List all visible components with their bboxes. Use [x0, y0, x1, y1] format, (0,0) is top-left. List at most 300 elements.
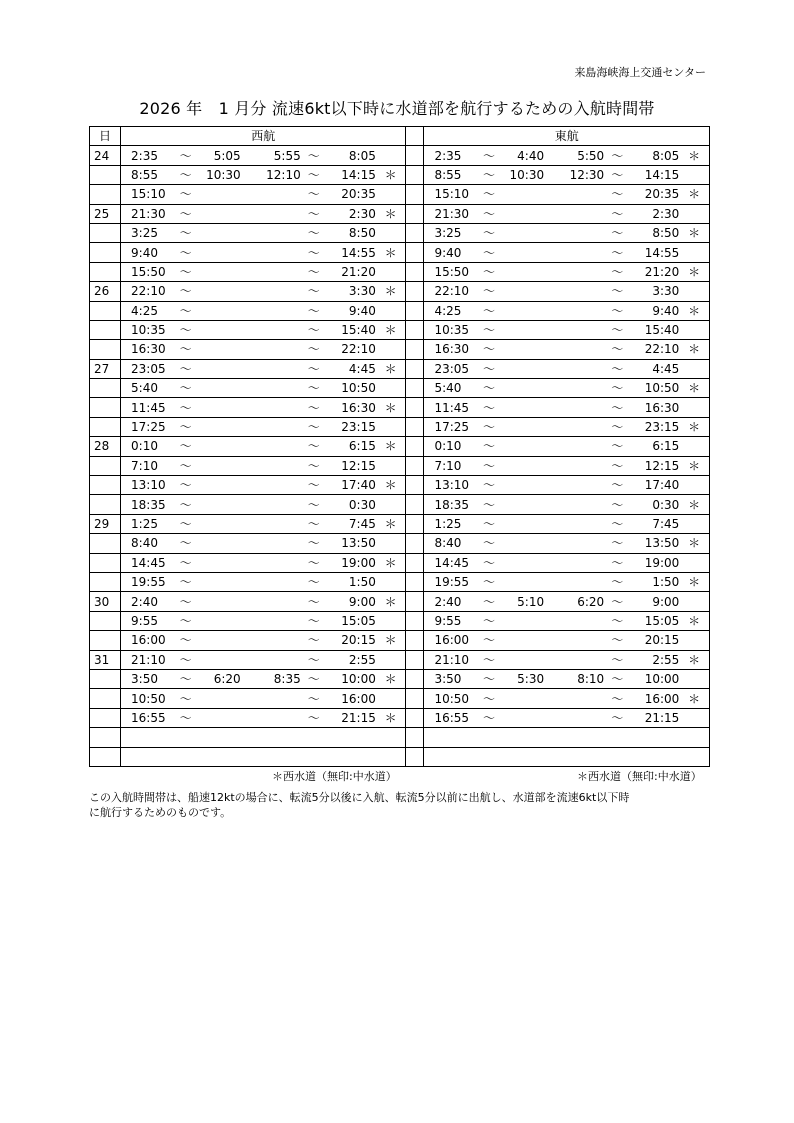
- west-start-2: [241, 379, 301, 398]
- east-end-2: 10:00: [630, 669, 679, 688]
- east-star-mark: [679, 165, 709, 184]
- west-start-1: 10:50: [121, 689, 173, 708]
- west-end-1: [199, 728, 241, 747]
- west-end-1: [199, 359, 241, 378]
- gap-cell: [406, 631, 424, 650]
- east-start-1: 10:35: [424, 320, 476, 339]
- west-tilde-2: ～: [301, 689, 327, 708]
- gap-cell: [406, 495, 424, 514]
- west-tilde-2: ～: [301, 669, 327, 688]
- east-tilde-1: [476, 747, 502, 766]
- west-star-mark: [376, 417, 406, 436]
- day-cell: [90, 165, 121, 184]
- west-star-mark: [376, 650, 406, 669]
- west-star-mark: [376, 340, 406, 359]
- day-cell: [90, 669, 121, 688]
- table-row: [90, 572, 710, 591]
- east-end-2: 4:45: [630, 359, 679, 378]
- legend-west: ＊西水道（無印:中水道）: [272, 770, 397, 783]
- east-star-mark: [679, 553, 709, 572]
- east-start-1: 10:50: [424, 689, 476, 708]
- west-end-1: 6:20: [199, 669, 241, 688]
- east-tilde-2: ～: [604, 611, 630, 630]
- table-row: [90, 611, 710, 630]
- west-tilde-1: ～: [173, 243, 199, 262]
- east-tilde-2: ～: [604, 185, 630, 204]
- east-star-mark: ＊: [679, 572, 709, 591]
- east-star-mark: ＊: [679, 223, 709, 242]
- east-tilde-2: ～: [604, 495, 630, 514]
- west-tilde-1: ～: [173, 379, 199, 398]
- day-cell: [90, 320, 121, 339]
- east-tilde-1: ～: [476, 359, 502, 378]
- west-end-2: [327, 728, 376, 747]
- east-end-1: [502, 708, 544, 727]
- west-start-2: [241, 417, 301, 436]
- east-tilde-2: ～: [604, 669, 630, 688]
- gap-cell: [406, 689, 424, 708]
- east-start-1: 17:25: [424, 417, 476, 436]
- east-end-1: [502, 476, 544, 495]
- west-start-2: [241, 301, 301, 320]
- west-end-2: 13:50: [327, 534, 376, 553]
- east-tilde-1: ～: [476, 320, 502, 339]
- west-tilde-1: ～: [173, 165, 199, 184]
- west-tilde-1: ～: [173, 417, 199, 436]
- table-row: [90, 223, 710, 242]
- east-star-mark: ＊: [679, 146, 709, 165]
- east-start-1: 18:35: [424, 495, 476, 514]
- west-tilde-1: [173, 747, 199, 766]
- east-start-2: [544, 398, 604, 417]
- east-start-1: 21:10: [424, 650, 476, 669]
- east-tilde-1: ～: [476, 301, 502, 320]
- east-start-1: 9:40: [424, 243, 476, 262]
- day-cell: [90, 708, 121, 727]
- day-cell: 28: [90, 437, 121, 456]
- east-start-2: [544, 650, 604, 669]
- west-star-mark: [376, 262, 406, 281]
- east-end-1: [502, 611, 544, 630]
- west-end-2: 16:30: [327, 398, 376, 417]
- east-star-mark: ＊: [679, 340, 709, 359]
- gap-cell: [406, 340, 424, 359]
- east-star-mark: [679, 747, 709, 766]
- east-tilde-1: ～: [476, 282, 502, 301]
- west-tilde-2: ～: [301, 282, 327, 301]
- west-end-1: [199, 611, 241, 630]
- west-end-2: 3:30: [327, 282, 376, 301]
- east-end-1: [502, 359, 544, 378]
- gap-cell: [406, 476, 424, 495]
- east-start-1: 7:10: [424, 456, 476, 475]
- west-end-1: [199, 495, 241, 514]
- east-end-2: 3:30: [630, 282, 679, 301]
- west-star-mark: [376, 572, 406, 591]
- west-end-1: [199, 185, 241, 204]
- east-tilde-2: ～: [604, 708, 630, 727]
- west-tilde-2: ～: [301, 437, 327, 456]
- day-cell: 31: [90, 650, 121, 669]
- east-end-1: [502, 340, 544, 359]
- west-end-1: [199, 572, 241, 591]
- table-row: [90, 243, 710, 262]
- east-star-mark: [679, 592, 709, 611]
- day-cell: [90, 379, 121, 398]
- west-tilde-2: ～: [301, 379, 327, 398]
- east-tilde-2: ～: [604, 437, 630, 456]
- west-start-1: 19:55: [121, 572, 173, 591]
- west-tilde-1: ～: [173, 592, 199, 611]
- table-row: [90, 398, 710, 417]
- west-tilde-2: ～: [301, 456, 327, 475]
- west-tilde-2: ～: [301, 495, 327, 514]
- west-star-mark: [376, 146, 406, 165]
- east-tilde-1: ～: [476, 669, 502, 688]
- east-tilde-2: ～: [604, 398, 630, 417]
- west-start-1: 0:10: [121, 437, 173, 456]
- west-end-1: [199, 534, 241, 553]
- west-end-2: 7:45: [327, 514, 376, 533]
- table-row: [90, 165, 710, 184]
- west-end-2: 0:30: [327, 495, 376, 514]
- gap-cell: [406, 708, 424, 727]
- table-row: [90, 650, 710, 669]
- table-row: [90, 417, 710, 436]
- west-tilde-1: ～: [173, 204, 199, 223]
- west-star-mark: [376, 185, 406, 204]
- east-tilde-1: ～: [476, 146, 502, 165]
- west-end-1: [199, 417, 241, 436]
- day-cell: [90, 728, 121, 747]
- east-tilde-1: ～: [476, 592, 502, 611]
- east-end-2: 10:50: [630, 379, 679, 398]
- east-tilde-1: ～: [476, 495, 502, 514]
- east-end-1: 5:10: [502, 592, 544, 611]
- west-start-1: 7:10: [121, 456, 173, 475]
- west-tilde-2: ～: [301, 476, 327, 495]
- east-end-1: [502, 398, 544, 417]
- east-start-2: [544, 243, 604, 262]
- footer-line-1: この入航時間帯は、船速12ktの場合に、転流5分以後に入航、転流5分以前に出航し、水道部を流速6kt以下時: [89, 791, 630, 804]
- east-start-2: [544, 553, 604, 572]
- table-row: [90, 689, 710, 708]
- east-tilde-2: ～: [604, 262, 630, 281]
- day-cell: 30: [90, 592, 121, 611]
- east-start-1: [424, 747, 476, 766]
- table-row: [90, 631, 710, 650]
- east-end-1: [502, 282, 544, 301]
- west-start-1: 16:00: [121, 631, 173, 650]
- west-start-2: [241, 243, 301, 262]
- gap-cell: [406, 572, 424, 591]
- east-start-2: [544, 262, 604, 281]
- west-tilde-1: ～: [173, 223, 199, 242]
- table-row: [90, 553, 710, 572]
- table-row: [90, 185, 710, 204]
- west-start-2: [241, 650, 301, 669]
- east-end-2: [630, 728, 679, 747]
- west-star-mark: ＊: [376, 243, 406, 262]
- east-end-2: 8:50: [630, 223, 679, 242]
- east-end-2: 8:05: [630, 146, 679, 165]
- west-tilde-2: ～: [301, 320, 327, 339]
- west-tilde-1: ～: [173, 456, 199, 475]
- east-start-2: [544, 631, 604, 650]
- day-cell: [90, 572, 121, 591]
- east-star-mark: [679, 728, 709, 747]
- west-tilde-1: ～: [173, 708, 199, 727]
- east-start-2: [544, 728, 604, 747]
- west-star-mark: ＊: [376, 476, 406, 495]
- day-cell: [90, 456, 121, 475]
- west-start-2: [241, 708, 301, 727]
- west-start-2: [241, 340, 301, 359]
- gap-cell: [406, 456, 424, 475]
- east-tilde-1: ～: [476, 185, 502, 204]
- west-end-2: 19:00: [327, 553, 376, 572]
- west-star-mark: [376, 223, 406, 242]
- gap-cell: [406, 185, 424, 204]
- west-end-2: 1:50: [327, 572, 376, 591]
- west-start-1: [121, 728, 173, 747]
- east-star-mark: [679, 398, 709, 417]
- east-tilde-1: ～: [476, 417, 502, 436]
- east-start-1: 3:50: [424, 669, 476, 688]
- east-end-2: 16:00: [630, 689, 679, 708]
- west-end-1: [199, 262, 241, 281]
- day-cell: [90, 631, 121, 650]
- west-start-2: [241, 320, 301, 339]
- west-star-mark: ＊: [376, 514, 406, 533]
- west-end-2: 10:00: [327, 669, 376, 688]
- west-end-1: [199, 379, 241, 398]
- day-cell: [90, 553, 121, 572]
- west-tilde-2: ～: [301, 631, 327, 650]
- east-end-2: 2:30: [630, 204, 679, 223]
- west-start-1: 13:10: [121, 476, 173, 495]
- west-start-2: [241, 728, 301, 747]
- west-start-1: 2:40: [121, 592, 173, 611]
- east-tilde-1: [476, 728, 502, 747]
- east-start-1: 2:40: [424, 592, 476, 611]
- west-star-mark: [376, 495, 406, 514]
- gap-cell: [406, 282, 424, 301]
- east-tilde-2: ～: [604, 146, 630, 165]
- gap-cell: [406, 243, 424, 262]
- west-star-mark: ＊: [376, 398, 406, 417]
- east-end-1: [502, 437, 544, 456]
- west-start-2: [241, 592, 301, 611]
- west-start-1: 2:35: [121, 146, 173, 165]
- east-end-1: [502, 379, 544, 398]
- table-row: [90, 262, 710, 281]
- day-cell: [90, 611, 121, 630]
- east-end-1: [502, 728, 544, 747]
- east-tilde-2: [604, 728, 630, 747]
- west-tilde-2: ～: [301, 204, 327, 223]
- west-start-1: 3:50: [121, 669, 173, 688]
- west-start-2: [241, 262, 301, 281]
- west-tilde-1: ～: [173, 359, 199, 378]
- east-start-2: [544, 359, 604, 378]
- table-row: [90, 669, 710, 688]
- gap-cell: [406, 650, 424, 669]
- west-start-1: 10:35: [121, 320, 173, 339]
- west-tilde-2: ～: [301, 398, 327, 417]
- east-start-2: [544, 747, 604, 766]
- west-end-1: 5:05: [199, 146, 241, 165]
- east-tilde-2: ～: [604, 243, 630, 262]
- west-star-mark: [376, 534, 406, 553]
- east-start-2: 5:50: [544, 146, 604, 165]
- east-star-mark: [679, 282, 709, 301]
- west-star-mark: ＊: [376, 204, 406, 223]
- west-start-2: [241, 534, 301, 553]
- day-cell: [90, 262, 121, 281]
- west-start-2: [241, 611, 301, 630]
- east-start-1: 23:05: [424, 359, 476, 378]
- west-end-1: [199, 223, 241, 242]
- west-star-mark: ＊: [376, 631, 406, 650]
- east-star-mark: [679, 320, 709, 339]
- west-start-1: 9:40: [121, 243, 173, 262]
- table-row: [90, 534, 710, 553]
- east-start-1: 5:40: [424, 379, 476, 398]
- east-end-1: [502, 204, 544, 223]
- west-start-1: 21:30: [121, 204, 173, 223]
- west-end-2: 2:30: [327, 204, 376, 223]
- east-start-2: [544, 708, 604, 727]
- west-start-1: 1:25: [121, 514, 173, 533]
- west-tilde-2: ～: [301, 185, 327, 204]
- table-row: [90, 476, 710, 495]
- east-star-mark: [679, 669, 709, 688]
- east-tilde-2: ～: [604, 359, 630, 378]
- east-start-2: [544, 301, 604, 320]
- west-end-2: 15:40: [327, 320, 376, 339]
- west-start-2: [241, 282, 301, 301]
- west-tilde-2: ～: [301, 650, 327, 669]
- west-tilde-2: [301, 747, 327, 766]
- east-tilde-2: ～: [604, 476, 630, 495]
- east-end-2: 21:20: [630, 262, 679, 281]
- east-star-mark: [679, 243, 709, 262]
- west-end-1: [199, 514, 241, 533]
- east-start-1: 9:55: [424, 611, 476, 630]
- east-start-2: [544, 514, 604, 533]
- east-tilde-1: ～: [476, 553, 502, 572]
- west-tilde-1: ～: [173, 437, 199, 456]
- page-title: 2026 年 1 月分 流速6kt以下時に水道部を航行するための入航時間帯: [139, 99, 655, 118]
- east-start-1: 16:30: [424, 340, 476, 359]
- east-end-1: [502, 689, 544, 708]
- west-start-2: 12:10: [241, 165, 301, 184]
- header-gap: [406, 127, 424, 146]
- east-start-2: [544, 340, 604, 359]
- west-tilde-1: ～: [173, 282, 199, 301]
- east-tilde-1: ～: [476, 437, 502, 456]
- west-end-2: [327, 747, 376, 766]
- east-star-mark: [679, 631, 709, 650]
- west-tilde-1: ～: [173, 572, 199, 591]
- schedule-table: [89, 126, 710, 767]
- west-start-1: 21:10: [121, 650, 173, 669]
- east-tilde-1: ～: [476, 476, 502, 495]
- east-star-mark: ＊: [679, 301, 709, 320]
- west-star-mark: ＊: [376, 437, 406, 456]
- west-tilde-2: ～: [301, 243, 327, 262]
- west-end-1: [199, 320, 241, 339]
- west-end-2: 14:15: [327, 165, 376, 184]
- east-end-2: 2:55: [630, 650, 679, 669]
- east-tilde-1: ～: [476, 631, 502, 650]
- gap-cell: [406, 398, 424, 417]
- east-tilde-1: ～: [476, 204, 502, 223]
- west-tilde-1: ～: [173, 146, 199, 165]
- west-start-1: 9:55: [121, 611, 173, 630]
- east-tilde-1: ～: [476, 398, 502, 417]
- east-start-2: [544, 437, 604, 456]
- table-row: [90, 592, 710, 611]
- west-end-1: [199, 398, 241, 417]
- organization-name: 来島海峡海上交通センター: [574, 66, 706, 79]
- east-end-2: 9:00: [630, 592, 679, 611]
- west-end-2: 23:15: [327, 417, 376, 436]
- east-tilde-2: ～: [604, 514, 630, 533]
- west-start-1: 5:40: [121, 379, 173, 398]
- east-start-1: [424, 728, 476, 747]
- day-cell: 24: [90, 146, 121, 165]
- table-row: [90, 456, 710, 475]
- gap-cell: [406, 262, 424, 281]
- west-end-1: [199, 708, 241, 727]
- west-tilde-2: ～: [301, 146, 327, 165]
- west-start-2: [241, 398, 301, 417]
- west-tilde-2: ～: [301, 165, 327, 184]
- gap-cell: [406, 534, 424, 553]
- east-start-1: 8:55: [424, 165, 476, 184]
- header-west: 西航: [121, 127, 406, 146]
- west-start-2: [241, 572, 301, 591]
- west-start-2: [241, 359, 301, 378]
- east-end-1: [502, 553, 544, 572]
- east-tilde-1: ～: [476, 379, 502, 398]
- east-star-mark: ＊: [679, 689, 709, 708]
- west-end-1: [199, 340, 241, 359]
- east-start-2: [544, 223, 604, 242]
- day-cell: [90, 301, 121, 320]
- east-start-2: [544, 495, 604, 514]
- west-end-2: 4:45: [327, 359, 376, 378]
- west-start-2: [241, 185, 301, 204]
- east-start-2: [544, 456, 604, 475]
- west-end-2: 2:55: [327, 650, 376, 669]
- west-tilde-2: ～: [301, 301, 327, 320]
- west-tilde-2: ～: [301, 553, 327, 572]
- east-start-2: [544, 611, 604, 630]
- west-start-2: [241, 476, 301, 495]
- east-tilde-2: ～: [604, 417, 630, 436]
- west-tilde-1: ～: [173, 553, 199, 572]
- west-start-1: 8:40: [121, 534, 173, 553]
- east-end-2: 12:15: [630, 456, 679, 475]
- west-star-mark: ＊: [376, 165, 406, 184]
- east-tilde-2: ～: [604, 572, 630, 591]
- east-end-2: 9:40: [630, 301, 679, 320]
- east-end-2: 23:15: [630, 417, 679, 436]
- gap-cell: [406, 747, 424, 766]
